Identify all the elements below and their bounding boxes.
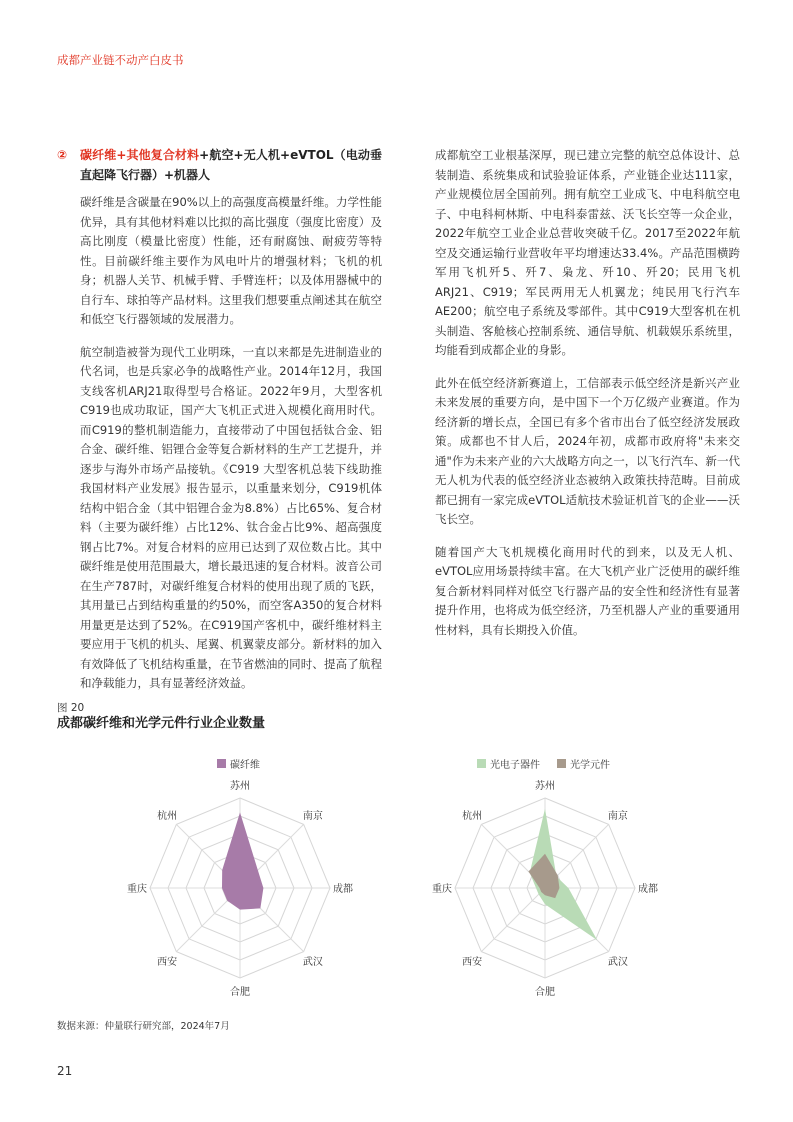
radar-charts	[0, 740, 793, 1030]
section-title-highlight: 碳纤维+其他复合材料	[80, 148, 200, 162]
page-number: 21	[57, 1064, 73, 1078]
legend-swatch	[217, 759, 226, 768]
right-paragraph-2: 此外在低空经济新赛道上，工信部表示低空经济是新兴产业未来发展的重要方向，是中国下一个万亿级产业赛道。作为经济新的增长点，全国已有多个省市出台了低空经济发展政策。成都也不甘人后，2024年初，成都市政府将"未来交通"作为未来产业的六大战略方向之一，以飞行汽车、新一代无人机为代表的低空经济业态被纳入政策扶持范畴。目前成都已拥有一家完成eVTOL适航技术验证机首飞的企业——沃飞长空。	[435, 375, 740, 526]
running-header: 成都产业链不动产白皮书	[57, 53, 184, 67]
section-title	[80, 146, 382, 185]
left-column	[80, 193, 382, 707]
legend-swatch	[477, 759, 486, 768]
left-paragraph-2: 航空制造被誉为现代工业明珠，一直以来都是先进制造业的代名词，也是兵家必争的战略性产业。2014年12月，我国支线客机ARJ21取得型号合格证。2022年9月，大型客机C919也成功取证，国产大飞机正式进入规模化商用时代。而C919的整机制造能力，直接带动了中国包括钛合金、铝合金、碳纤维、铝锂合金等复合新材料的生产工艺提升，并逐步与海外市场产品接轨。《C919 大型客机总装下线助推我国材料产业发展》报告显示，以重量来划分，C919机体结构中铝合金（其中铝锂合金为8.8%）占比65%、复合材料（主要为碳纤维）占比12%、钛合金占比9%、超高强度钢占比7%。对复合材料的应用已达到了双位数占比。其中碳纤维是使用范围最大，增长最迅速的复合材料。波音公司在生产787时，对碳纤维复合材料的使用出现了质的飞跃，其用量已占到结构重量的约50%，而空客A350的复合材料用量更是达到了52%。在C919国产客机中，碳纤维材料主要应用于飞机的机头、尾翼、机翼蒙皮部分。新材料的加入有效降低了飞机结构重量，在节省燃油的同时、提高了航程和净载能力，具有显著经济效益。	[80, 344, 382, 690]
right-column	[435, 146, 740, 653]
axis-label: 重庆	[127, 884, 147, 895]
axis-label: 重庆	[432, 884, 452, 895]
legend-swatch	[557, 759, 566, 768]
figure-title: 成都碳纤维和光学元件行业企业数量	[57, 716, 266, 731]
section-heading	[57, 146, 382, 185]
axis-label: 武汉	[302, 956, 323, 968]
axis-label: 苏州	[535, 781, 555, 792]
legend-label: 光电子器件	[490, 760, 540, 771]
axis-label: 南京	[607, 811, 628, 823]
section-number: ②	[57, 148, 68, 162]
right-paragraph-3: 随着国产大飞机规模化商用时代的到来，以及无人机、eVTOL应用场景持续丰富。在大飞机产业广泛使用的碳纤维复合新材料同样对低空飞行器产品的安全性和经济性有显著提升作用，也将成为低空经济，乃至机器人产业的重要通用性材料，具有长期投入价值。	[435, 544, 740, 637]
axis-label: 合肥	[535, 987, 555, 998]
axis-label: 南京	[302, 811, 323, 823]
data-source: 数据来源：仲量联行研究部，2024年7月	[57, 1021, 230, 1032]
left-paragraph-1: 碳纤维是含碳量在90%以上的高强度高模量纤维。力学性能优异，具有其他材料难以比拟的高比强度（强度比密度）及高比刚度（模量比密度）性能，还有耐腐蚀、耐疲劳等特性。目前碳纤维主要作为风电叶片的增强材料；飞机的机身；机器人关节、机械手臂、手臂连杆；以及体用器械中的自行车、球拍等产品材料。这里我们想要重点阐述其在航空和低空飞行器领域的发展潜力。	[80, 195, 382, 326]
axis-label: 西安	[157, 956, 178, 968]
legend-label: 碳纤维	[230, 760, 260, 771]
right-paragraph-1: 成都航空工业根基深厚，现已建立完整的航空总体设计、总装制造、系统集成和试验验证体系，产业链企业达111家，产业规模位居全国前列。拥有航空工业成飞、中电科航空电子、中电科柯林斯、中电科泰雷兹、沃飞长空等一众企业，2022年航空工业企业总营收突破千亿。2017至2022年航空及交通运输行业营收年平均增速达33.4%。产品范围横跨军用飞机歼5、歼7、枭龙、歼10、歼20；民用飞机ARJ21、C919；军民两用无人机翼龙；纯民用飞行汽车AE200；航空电子系统及零部件。其中C919大型客机在机头制造、客舱核心控制系统、通信导航、机载娱乐系统里，均能看到成都企业的身影。	[435, 148, 740, 357]
radar-series-area	[222, 812, 263, 909]
legend-label: 光学元件	[570, 760, 610, 771]
figure-label: 图 20	[57, 702, 85, 714]
axis-label: 杭州	[157, 811, 178, 823]
axis-label: 成都	[638, 884, 658, 895]
axis-label: 合肥	[230, 987, 250, 998]
axis-label: 武汉	[607, 956, 628, 968]
axis-label: 杭州	[462, 811, 483, 823]
axis-label: 成都	[333, 884, 353, 895]
section-title-rest: +航空+无人机+eVTOL（电动垂直起降飞行器）+机器人	[80, 148, 383, 182]
axis-label: 西安	[462, 956, 483, 968]
axis-label: 苏州	[230, 781, 250, 792]
